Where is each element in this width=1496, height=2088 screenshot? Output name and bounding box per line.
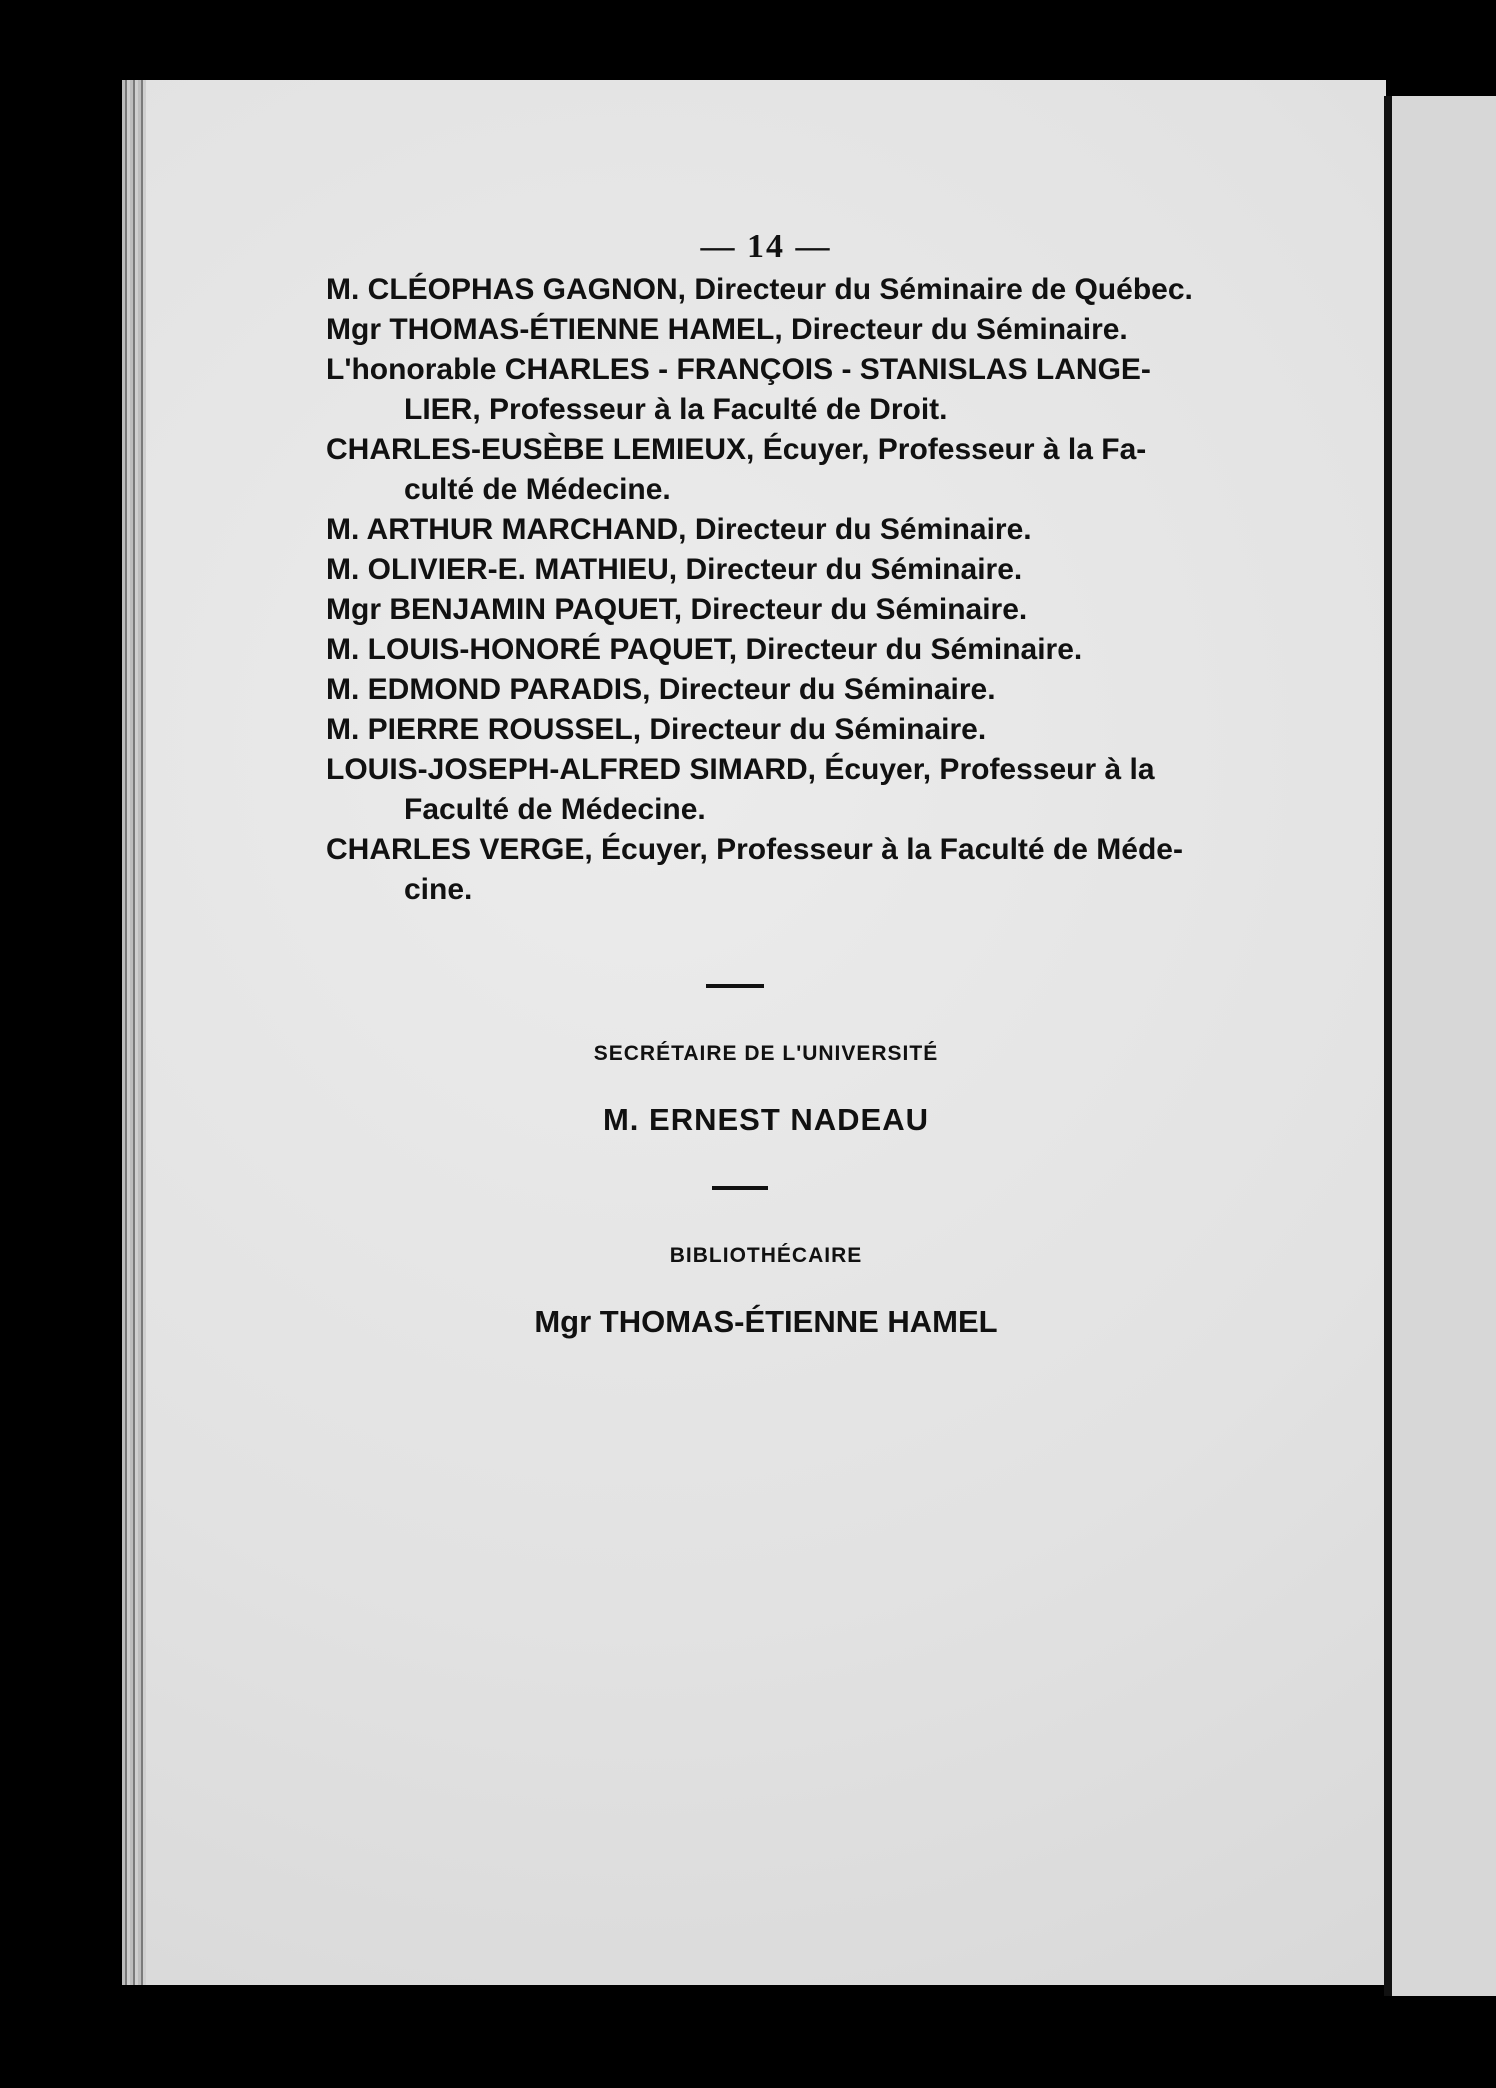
member-list xyxy=(326,270,1193,910)
list-item xyxy=(326,750,1176,830)
section-divider xyxy=(706,984,764,988)
adjacent-page-edge xyxy=(1384,96,1496,1996)
entry-text: Mgr THOMAS-ÉTIENNE HAMEL, Directeur du Séminaire. xyxy=(326,313,1128,346)
librarian-heading: BIBLIOTHÉCAIRE xyxy=(669,1244,863,1267)
entry-text: M. OLIVIER-E. MATHIEU, Directeur du Séminaire. xyxy=(326,553,1023,586)
librarian-name: Mgr THOMAS-ÉTIENNE HAMEL xyxy=(534,1304,998,1339)
list-item xyxy=(326,310,1176,350)
list-item xyxy=(326,510,1176,550)
entry-text: CHARLES-EUSÈBE LEMIEUX, Écuyer, Professeur à la Fa- xyxy=(326,433,1147,466)
list-item xyxy=(326,430,1176,510)
entry-continuation: Faculté de Médecine. xyxy=(404,793,706,826)
list-item xyxy=(326,710,1176,750)
list-item xyxy=(326,590,1176,630)
list-item xyxy=(326,630,1176,670)
list-item xyxy=(326,350,1176,430)
entry-text: L'honorable CHARLES - FRANÇOIS - STANISLAS LANGE- xyxy=(326,353,1151,386)
entry-continuation: LIER, Professeur à la Faculté de Droit. xyxy=(404,393,948,426)
entry-text: CHARLES VERGE, Écuyer, Professeur à la Faculté de Méde- xyxy=(326,833,1183,866)
list-item xyxy=(326,550,1176,590)
entry-text: M. PIERRE ROUSSEL, Directeur du Séminaire. xyxy=(326,713,987,746)
entry-text: M. LOUIS-HONORÉ PAQUET, Directeur du Séminaire. xyxy=(326,633,1083,666)
secretary-heading: SECRÉTAIRE DE L'UNIVERSITÉ xyxy=(593,1042,939,1065)
list-item xyxy=(326,670,1176,710)
secretary-name: M. ERNEST NADEAU xyxy=(602,1102,929,1137)
list-item xyxy=(326,270,1193,310)
section-divider xyxy=(712,1186,768,1190)
document-page xyxy=(146,80,1386,1985)
entry-continuation: cine. xyxy=(404,873,473,906)
page-number: — 14 — xyxy=(700,228,832,265)
entry-text: M. EDMOND PARADIS, Directeur du Séminaire. xyxy=(326,673,996,706)
page-edge xyxy=(122,80,148,1985)
list-item xyxy=(326,830,1183,910)
entry-text: M. CLÉOPHAS GAGNON, Directeur du Séminaire de Québec. xyxy=(326,273,1193,306)
entry-text: M. ARTHUR MARCHAND, Directeur du Séminaire. xyxy=(326,513,1032,546)
entry-continuation: culté de Médecine. xyxy=(404,473,671,506)
entry-text: Mgr BENJAMIN PAQUET, Directeur du Séminaire. xyxy=(326,593,1028,626)
entry-text: LOUIS-JOSEPH-ALFRED SIMARD, Écuyer, Professeur à la xyxy=(326,753,1155,786)
